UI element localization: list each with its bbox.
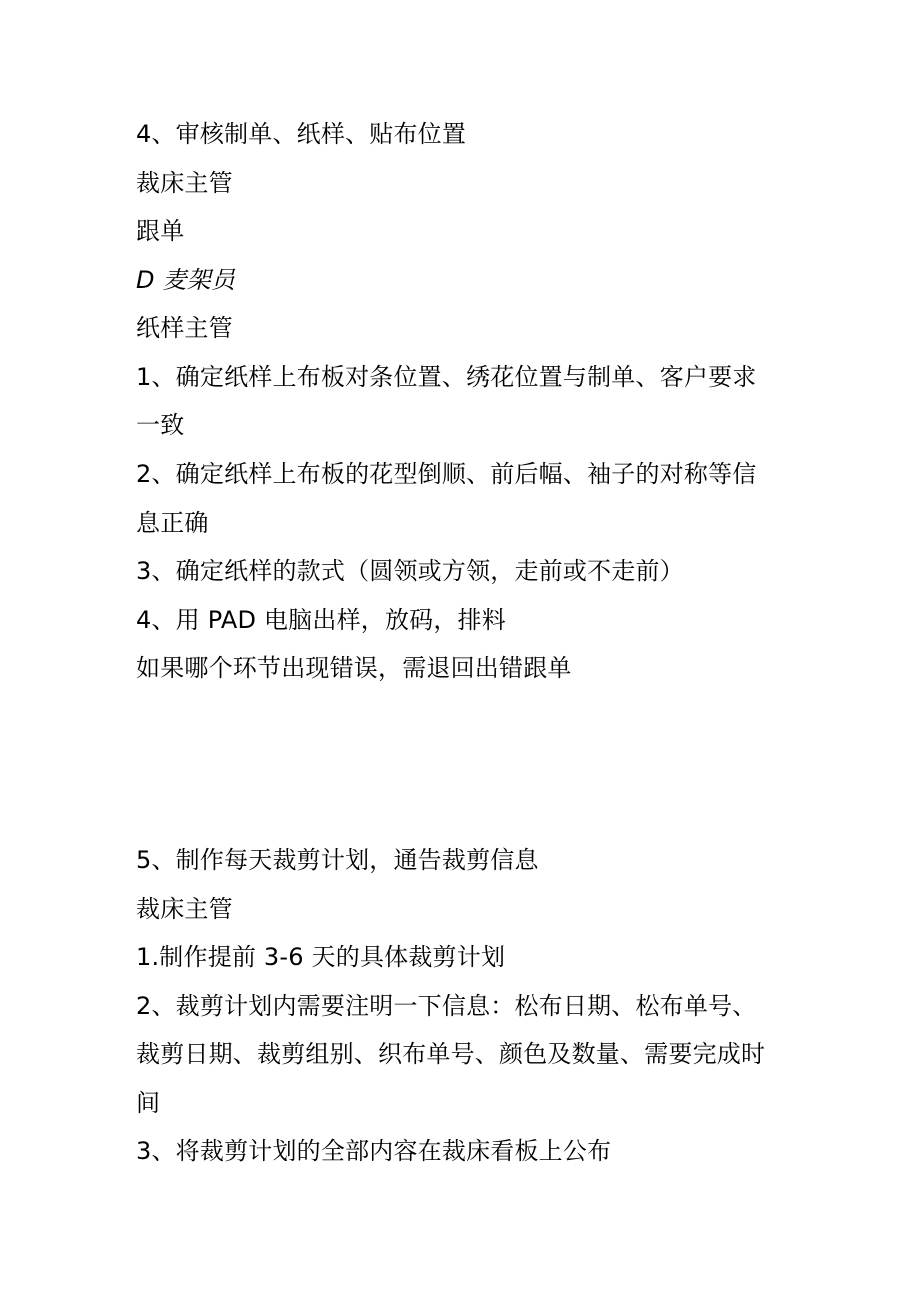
- section-4-role-pattern-supervisor: 纸样主管: [136, 314, 233, 342]
- section-4-role-cutting-supervisor: 裁床主管: [136, 169, 233, 197]
- section-4-task-follow-order: 跟单: [136, 217, 185, 245]
- section-5-item-3: 3、将裁剪计划的全部内容在裁床看板上公布: [136, 1137, 612, 1165]
- section-5-heading: 5、制作每天裁剪计划，通告裁剪信息: [136, 846, 539, 874]
- section-4-item-4: 4、用 PAD 电脑出样，放码，排料: [136, 606, 506, 634]
- section-4-item-2-line-1: 2、确定纸样上布板的花型倒顺、前后幅、袖子的对称等信: [136, 460, 757, 488]
- section-4-heading: 4、审核制单、纸样、贴布位置: [136, 120, 467, 148]
- section-5-item-2-line-2: 裁剪日期、裁剪组别、织布单号、颜色及数量、需要完成时: [136, 1040, 766, 1068]
- section-5-item-2-line-1: 2、裁剪计划内需要注明一下信息：松布日期、松布单号、: [136, 992, 757, 1020]
- section-5-role-cutting-supervisor: 裁床主管: [136, 895, 233, 923]
- section-4-item-1-line-2: 一致: [136, 411, 185, 439]
- section-5-item-2-line-3: 间: [136, 1089, 161, 1117]
- section-4-role-rack-staff: D 麦架员: [136, 266, 236, 294]
- section-4-item-3: 3、确定纸样的款式（圆领或方领，走前或不走前）: [136, 557, 684, 585]
- section-4-item-2-line-2: 息正确: [136, 509, 209, 537]
- section-4-note: 如果哪个环节出现错误，需退回出错跟单: [136, 654, 572, 682]
- section-5-item-1: 1.制作提前 3-6 天的具体裁剪计划: [136, 943, 506, 971]
- section-4-item-1-line-1: 1、确定纸样上布板对条位置、绣花位置与制单、客户要求: [136, 363, 757, 391]
